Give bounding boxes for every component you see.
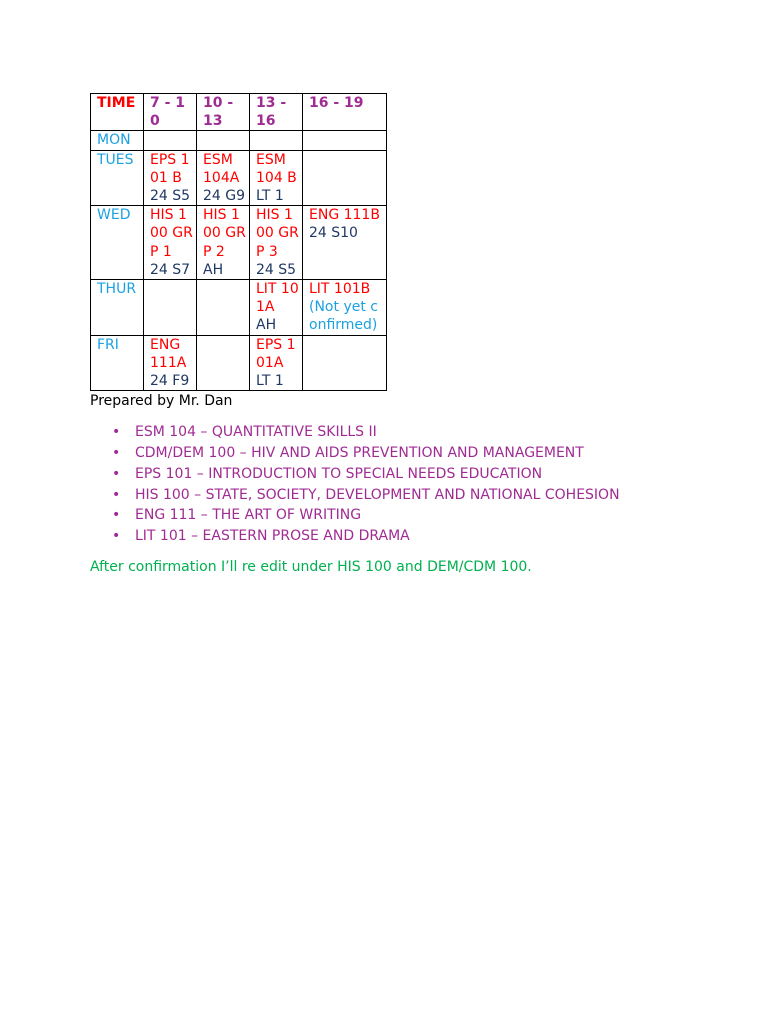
room-label: LT 1 bbox=[256, 373, 284, 390]
timetable-row bbox=[91, 131, 387, 150]
bullet-icon: • bbox=[112, 507, 121, 524]
timetable-body bbox=[91, 94, 387, 391]
course-code: EPS 101A bbox=[256, 336, 296, 371]
room-label: 24 S10 bbox=[309, 225, 358, 242]
room-label: AH bbox=[203, 261, 224, 278]
room-label: 24 S5 bbox=[150, 188, 191, 205]
course-list-item bbox=[90, 464, 710, 485]
status-note: (Not yet confirmed) bbox=[309, 299, 378, 334]
header-slot-16-19: 16 - 19 bbox=[303, 94, 387, 131]
bullet-icon: • bbox=[112, 528, 121, 545]
course-text: LIT 101 – EASTERN PROSE AND DRAMA bbox=[135, 528, 410, 545]
timetable-cell bbox=[144, 206, 197, 280]
timetable-cell bbox=[250, 150, 303, 206]
course-code: ESM 104A bbox=[203, 151, 240, 186]
course-code: LIT 101A bbox=[256, 281, 299, 316]
timetable-cell bbox=[250, 335, 303, 391]
bullet-icon: • bbox=[112, 486, 121, 503]
course-code: EPS 101 B bbox=[150, 151, 190, 186]
bullet-icon: • bbox=[112, 465, 121, 482]
course-text: HIS 100 – STATE, SOCIETY, DEVELOPMENT AND NATIONAL COHESION bbox=[135, 486, 620, 503]
course-code: ENG 111B bbox=[309, 207, 380, 224]
day-label: TUES bbox=[91, 150, 144, 206]
course-code: HIS 100 GRP 1 bbox=[150, 207, 193, 260]
timetable-cell bbox=[303, 335, 387, 391]
document-page bbox=[90, 93, 710, 576]
timetable-row bbox=[91, 280, 387, 336]
prepared-by: Prepared by Mr. Dan bbox=[90, 393, 233, 410]
room-label: LT 1 bbox=[256, 188, 284, 205]
course-code: HIS 100 GRP 2 bbox=[203, 207, 246, 260]
course-text: ESM 104 – QUANTITATIVE SKILLS II bbox=[135, 424, 377, 441]
timetable-cell bbox=[303, 150, 387, 206]
header-time: TIME bbox=[91, 94, 144, 131]
timetable-row bbox=[91, 150, 387, 206]
course-text: CDM/DEM 100 – HIV AND AIDS PREVENTION AND MANAGEMENT bbox=[135, 445, 584, 462]
bullet-icon: • bbox=[112, 445, 121, 462]
course-code: HIS 100 GRP 3 bbox=[256, 207, 299, 260]
header-slot-7-10: 7 - 10 bbox=[144, 94, 197, 131]
timetable-cell bbox=[303, 280, 387, 336]
timetable-cell bbox=[197, 335, 250, 391]
timetable-cell bbox=[144, 131, 197, 150]
course-text: EPS 101 – INTRODUCTION TO SPECIAL NEEDS EDUCATION bbox=[135, 465, 543, 482]
timetable-cell bbox=[144, 150, 197, 206]
course-code: LIT 101B bbox=[309, 281, 371, 298]
timetable bbox=[90, 93, 387, 391]
timetable-cell bbox=[250, 131, 303, 150]
day-label: MON bbox=[91, 131, 144, 150]
timetable-cell bbox=[250, 280, 303, 336]
header-slot-13-16: 13 - 16 bbox=[250, 94, 303, 131]
timetable-header-row bbox=[91, 94, 387, 131]
day-label: THUR bbox=[91, 280, 144, 336]
timetable-cell bbox=[197, 280, 250, 336]
room-label: AH bbox=[256, 317, 277, 334]
room-label: 24 S7 bbox=[150, 261, 191, 278]
timetable-cell bbox=[144, 280, 197, 336]
timetable-cell bbox=[197, 150, 250, 206]
course-list-item bbox=[90, 505, 710, 526]
room-label: 24 G9 bbox=[203, 188, 246, 205]
timetable-cell bbox=[144, 335, 197, 391]
course-list-item bbox=[90, 443, 710, 464]
timetable-cell bbox=[303, 206, 387, 280]
course-list-item bbox=[90, 422, 710, 443]
bullet-icon: • bbox=[112, 424, 121, 441]
course-list-item bbox=[90, 485, 710, 506]
timetable-cell bbox=[197, 131, 250, 150]
timetable-cell bbox=[197, 206, 250, 280]
timetable-row bbox=[91, 206, 387, 280]
timetable-cell bbox=[303, 131, 387, 150]
course-list-item bbox=[90, 526, 710, 547]
course-text: ENG 111 – THE ART OF WRITING bbox=[135, 507, 362, 524]
day-label: WED bbox=[91, 206, 144, 280]
course-list bbox=[90, 422, 710, 547]
course-code: ENG 111A bbox=[150, 336, 187, 371]
timetable-row bbox=[91, 335, 387, 391]
after-confirmation-note: After confirmation I’ll re edit under HIS 100 and DEM/CDM 100. bbox=[90, 559, 532, 576]
room-label: 24 S5 bbox=[256, 261, 297, 278]
room-label: 24 F9 bbox=[150, 373, 190, 390]
timetable-cell bbox=[250, 206, 303, 280]
header-slot-10-13: 10 - 13 bbox=[197, 94, 250, 131]
course-code: ESM 104 B bbox=[256, 151, 297, 186]
day-label: FRI bbox=[91, 335, 144, 391]
